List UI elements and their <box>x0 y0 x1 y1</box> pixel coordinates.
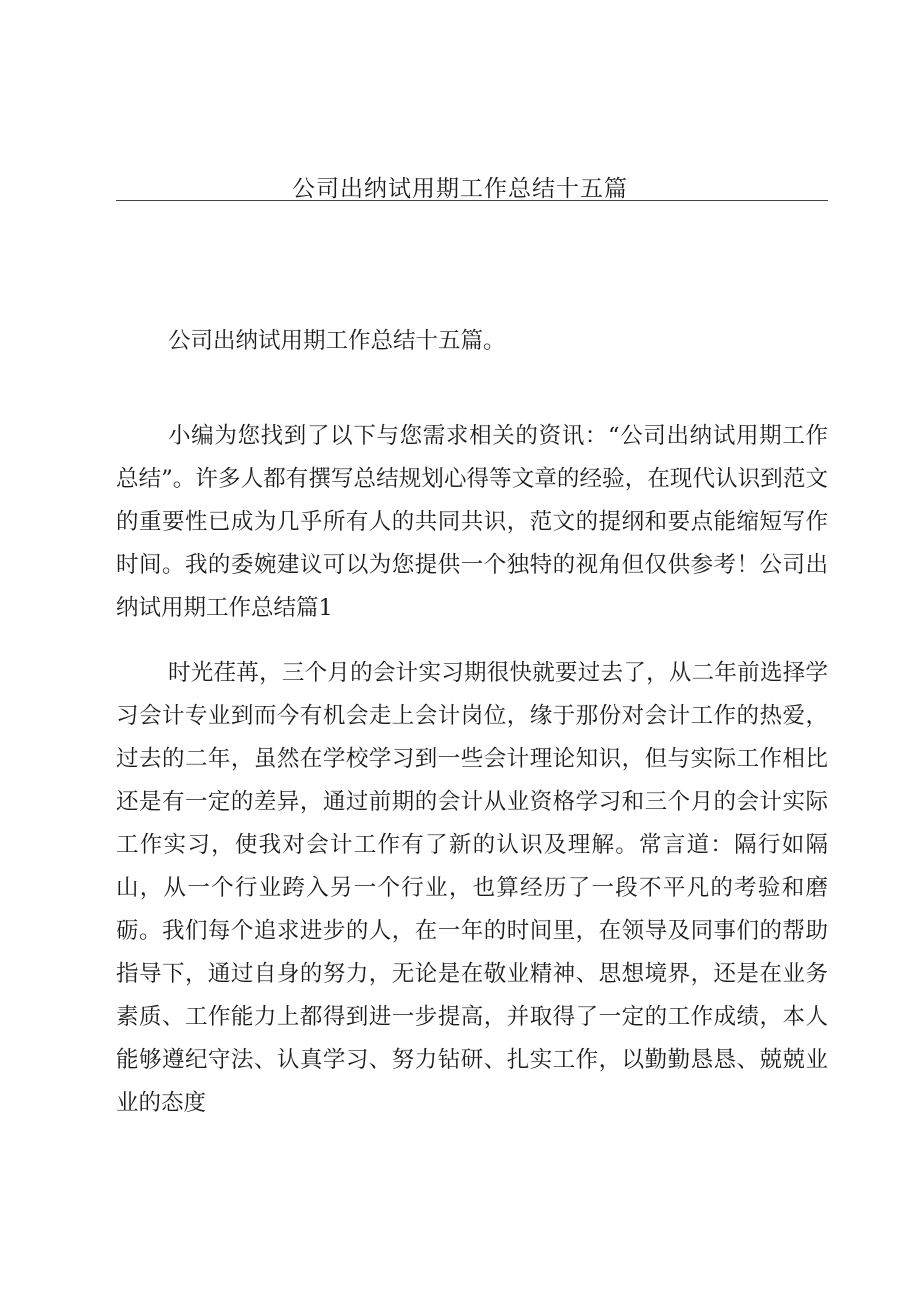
page-title: 公司出纳试用期工作总结十五篇 <box>292 176 628 202</box>
title-underline <box>116 200 828 201</box>
summary-paragraph: 小编为您找到了以下与您需求相关的资讯：“公司出纳试用期工作总结”。许多人都有撰写总结规划心得等文章的经验，在现代认识到范文的重要性已成为几乎所有人的共同共识，范文的提纲和要点能缩短写作时间。我的委婉建议可以为您提供一个独特的视角但仅供参考！公司出纳试用期工作总结篇1 <box>116 423 828 621</box>
body-paragraph: 时光荏苒，三个月的会计实习期很快就要过去了，从二年前选择学习会计专业到而今有机会走上会计岗位，缘于那份对会计工作的热爱，过去的二年，虽然在学校学习到一些会计理论知识，但与实际工作相比还是有一定的差异，通过前期的会计从业资格学习和三个月的会计实际工作实习，使我对会计工作有了新的认识及理解。常言道：隔行如隔山，从一个行业跨入另一个行业，也算经历了一段不平凡的考验和磨砺。我们每个追求进步的人，在一年的时间里，在领导及同事们的帮助指导下，通过自身的努力，无论是在敬业精神、思想境界，还是在业务素质、工作能力上都得到进一步提高，并取得了一定的工作成绩，本人能够遵纪守法、认真学习、努力钻研、扎实工作，以勤勤恳恳、兢兢业业的态度 <box>116 660 828 1116</box>
intro-paragraph: 公司出纳试用期工作总结十五篇。 <box>168 328 506 354</box>
